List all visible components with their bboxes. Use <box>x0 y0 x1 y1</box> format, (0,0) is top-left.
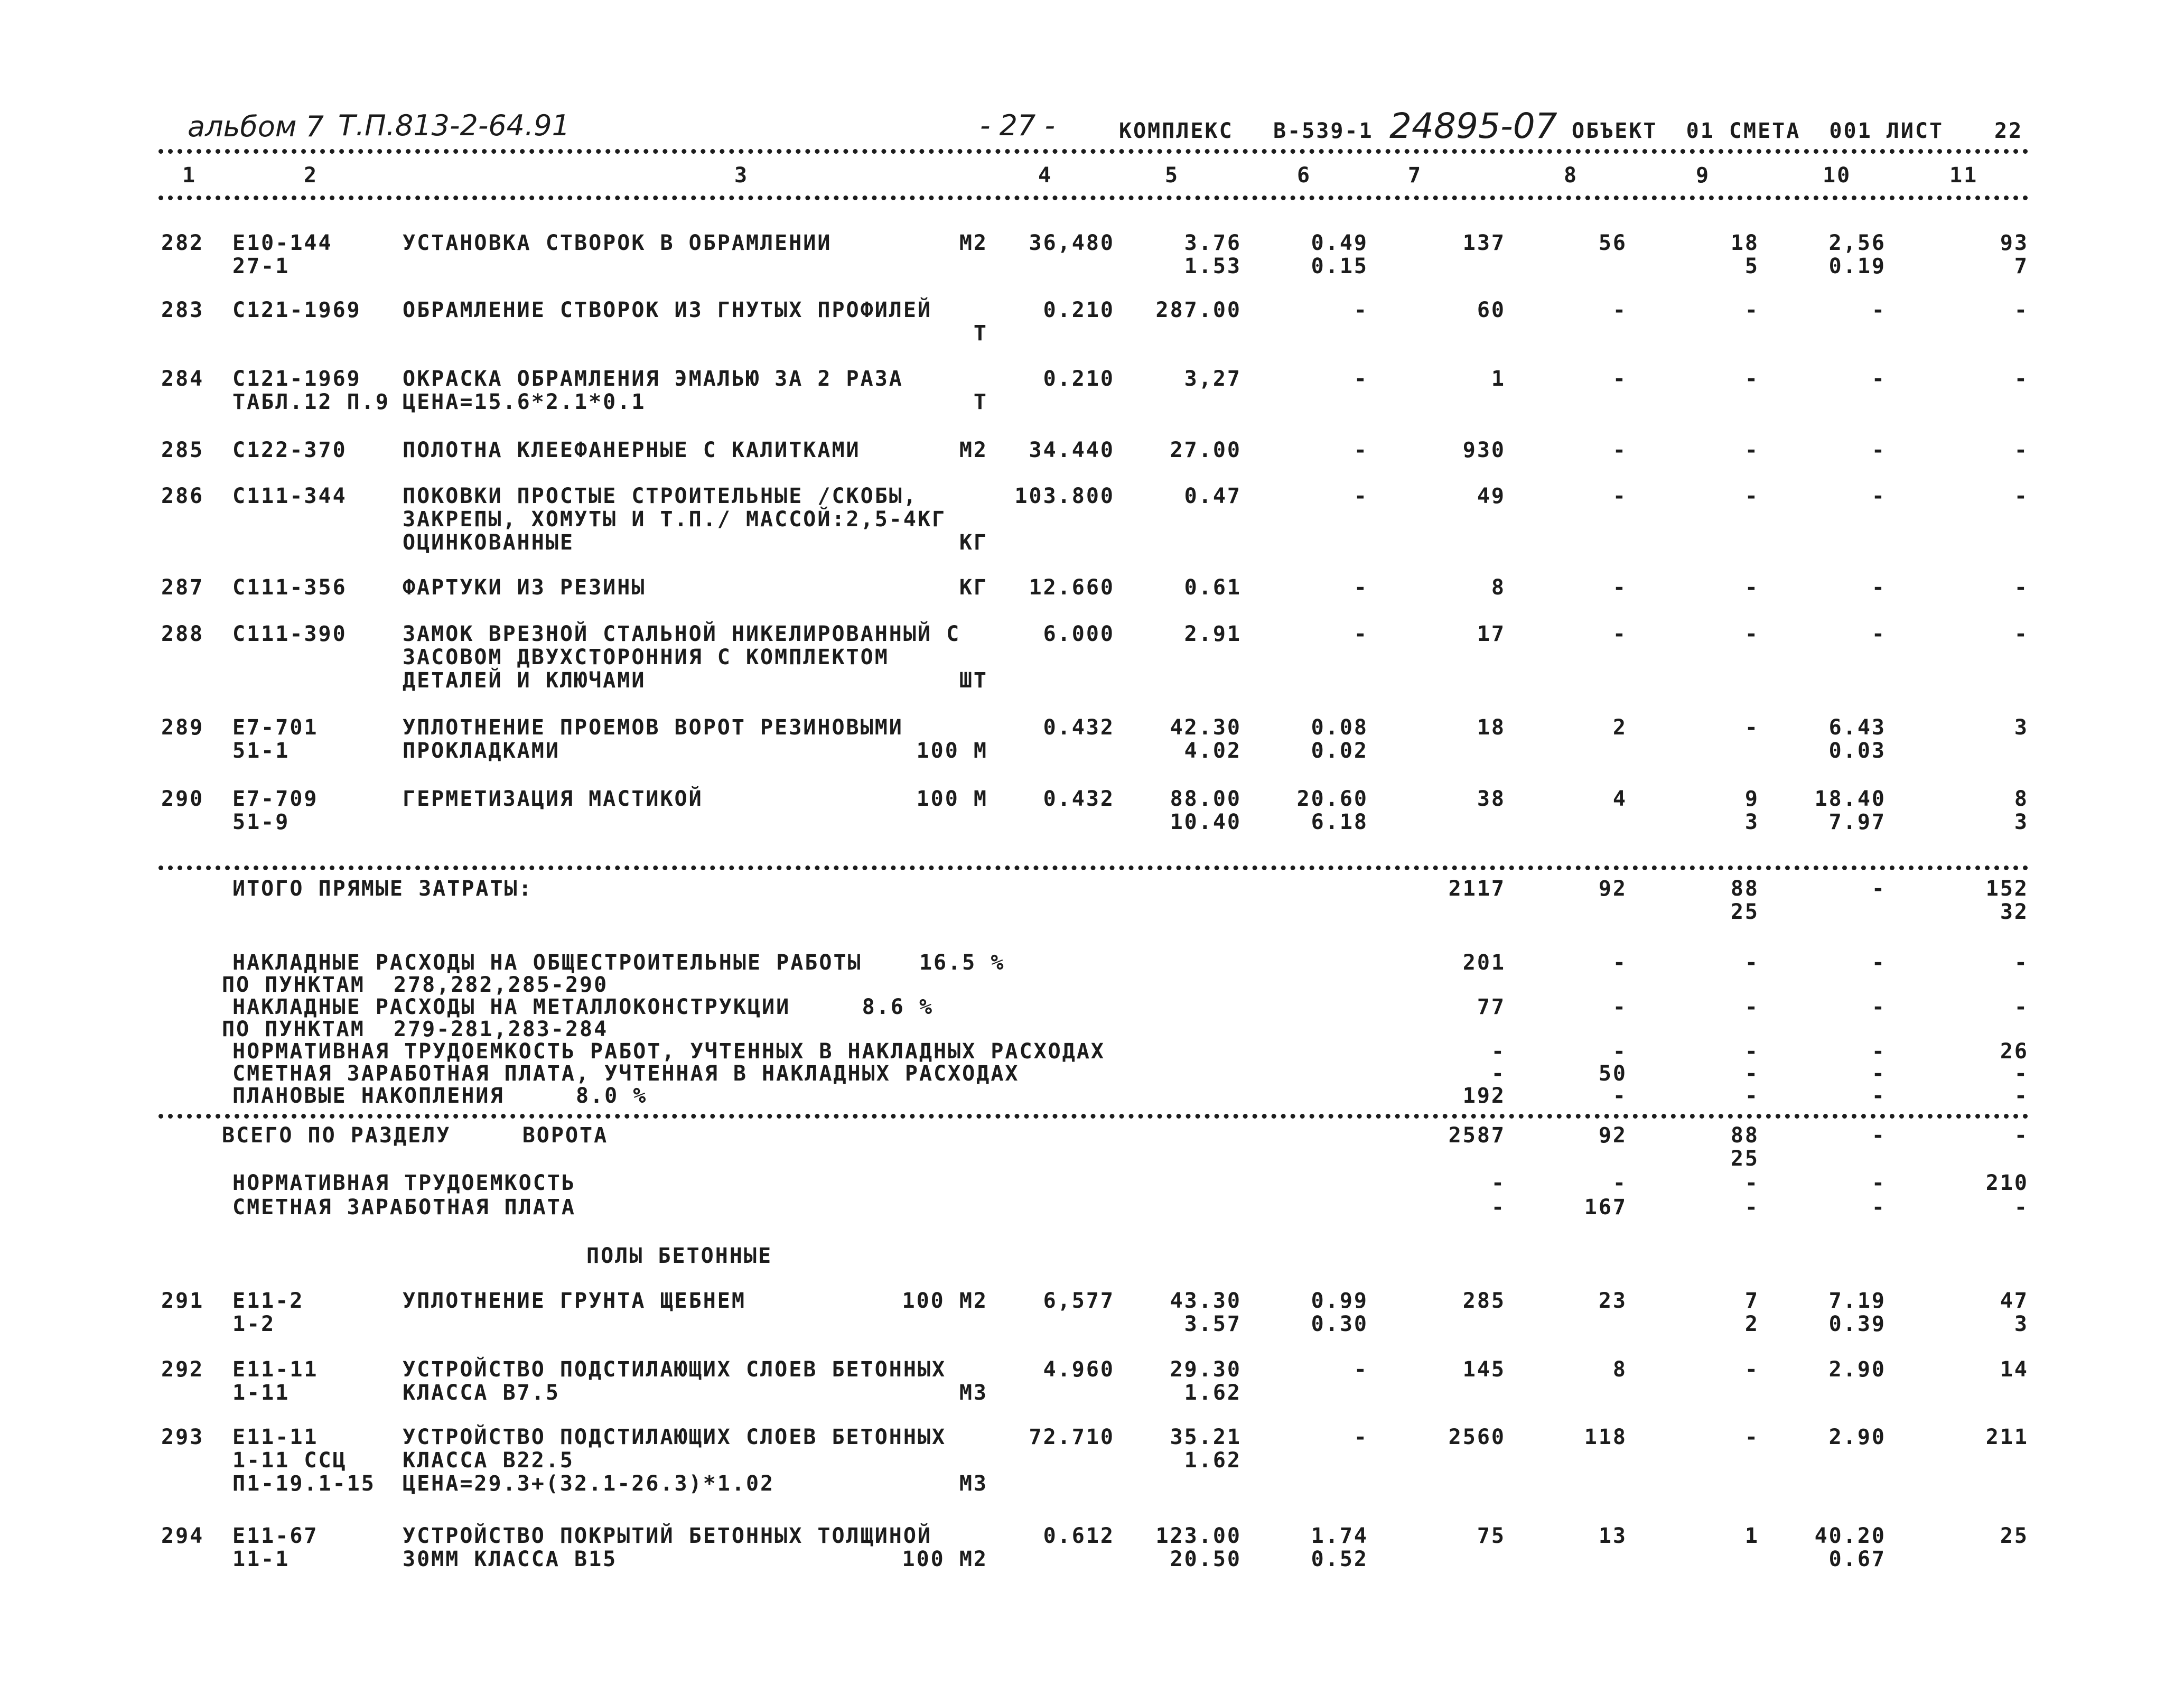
unit-cost: 4.02 <box>1184 739 1242 763</box>
unit-cost: 3.76 <box>1184 231 1242 255</box>
unit: М2 <box>959 438 988 462</box>
labour-total: 8 <box>2014 787 2029 811</box>
unit: Т <box>973 321 988 346</box>
unit-cost: 3.57 <box>1184 1312 1242 1336</box>
rate-code: 1-11 <box>232 1381 290 1405</box>
unit-cost: 0.61 <box>1184 575 1242 600</box>
row-number: 288 <box>161 622 204 646</box>
labour-total: - <box>2014 484 2029 508</box>
section-norm-value: - <box>1871 1171 1886 1195</box>
total-cost: 60 <box>1477 298 1506 322</box>
machine-total: - <box>1744 484 1759 508</box>
labour-total: 211 <box>1985 1425 2029 1449</box>
machine-total: - <box>1744 715 1759 740</box>
overhead-value: - <box>1491 1039 1506 1064</box>
section-rule <box>158 865 2029 870</box>
work-description: ПОЛОТНА КЛЕЕФАНЕРНЫЕ С КАЛИТКАМИ <box>403 438 861 462</box>
wages: 13 <box>1598 1524 1627 1548</box>
overhead-value: - <box>1491 1062 1506 1086</box>
machine-cost: - <box>1354 298 1368 322</box>
labour-unit: 0.19 <box>1828 254 1886 278</box>
wages: - <box>1612 298 1627 322</box>
header-rule-bottom <box>158 196 2029 200</box>
work-description: УСТРОЙСТВО ПОДСТИЛАЮЩИХ СЛОЕВ БЕТОННЫХ <box>403 1425 947 1449</box>
section-norm-value: 167 <box>1584 1195 1627 1219</box>
unit-cost: 1.53 <box>1184 254 1242 278</box>
total-cost: 8 <box>1491 575 1506 600</box>
overhead-value: - <box>1744 995 1759 1019</box>
column-number: 5 <box>1165 163 1180 188</box>
unit: КГ <box>959 575 988 600</box>
row-number: 283 <box>161 298 204 322</box>
quantity: 6.000 <box>1043 622 1115 646</box>
overhead-value: - <box>1871 1084 1886 1108</box>
overhead-value: - <box>1871 951 1886 975</box>
labour-total: 93 <box>2000 231 2029 255</box>
labour-unit: - <box>1871 367 1886 391</box>
work-description: ЦЕНА=15.6*2.1*0.1 <box>403 390 646 414</box>
labour-unit: 18.40 <box>1814 787 1886 811</box>
rate-code: 1-2 <box>232 1312 276 1336</box>
direct-costs-total-label: ИТОГО ПРЯМЫЕ ЗАТРАТЫ: <box>232 877 533 901</box>
work-description: ФАРТУКИ ИЗ РЕЗИНЫ <box>403 575 646 600</box>
header-rule-top <box>158 149 2029 154</box>
row-number: 289 <box>161 715 204 740</box>
overhead-line: НАКЛАДНЫЕ РАСХОДЫ НА ОБЩЕСТРОИТЕЛЬНЫЕ РАБОТЫ 16.5 % <box>232 951 1005 975</box>
quantity: 34.440 <box>1029 438 1115 462</box>
overhead-line: НАКЛАДНЫЕ РАСХОДЫ НА МЕТАЛЛОКОНСТРУКЦИИ 8.6 % <box>232 995 934 1019</box>
quantity: 6,577 <box>1043 1289 1115 1313</box>
quantity: 0.612 <box>1043 1524 1115 1548</box>
row-number: 287 <box>161 575 204 600</box>
labour-unit: 0.03 <box>1828 739 1886 763</box>
unit-cost: 287.00 <box>1155 298 1242 322</box>
overhead-value: - <box>1744 1039 1759 1064</box>
section-norm-value: - <box>1744 1171 1759 1195</box>
overhead-line: НОРМАТИВНАЯ ТРУДОЕМКОСТЬ РАБОТ, УЧТЕННЫХ В НАКЛАДНЫХ РАСХОДАХ <box>232 1039 1106 1064</box>
overhead-value: 26 <box>2000 1039 2029 1064</box>
machine-total: - <box>1744 622 1759 646</box>
labour-unit: 0.67 <box>1828 1547 1886 1571</box>
unit-cost: 42.30 <box>1170 715 1242 740</box>
machine-cost: - <box>1354 438 1368 462</box>
column-number: 6 <box>1297 163 1312 188</box>
page-number: - 27 - <box>980 109 1056 142</box>
unit: 100 М2 <box>902 1289 988 1313</box>
section-norm-value: - <box>1871 1195 1886 1219</box>
work-description: УПЛОТНЕНИЕ ГРУНТА ЩЕБНЕМ <box>403 1289 746 1313</box>
total-cost: 38 <box>1477 787 1506 811</box>
album-label: альбом 7 <box>188 110 324 143</box>
labour-total: 152 <box>1985 877 2029 901</box>
machine-cost: 20.60 <box>1296 787 1368 811</box>
quantity: 36,480 <box>1029 231 1115 255</box>
work-description: ГЕРМЕТИЗАЦИЯ МАСТИКОЙ <box>403 787 703 811</box>
unit-cost: 2.91 <box>1184 622 1242 646</box>
section-norm-value: - <box>1491 1171 1506 1195</box>
labour-total: - <box>2014 438 2029 462</box>
total-cost: 137 <box>1462 231 1506 255</box>
column-number: 4 <box>1038 163 1053 188</box>
work-description: УСТАНОВКА СТВОРОК В ОБРАМЛЕНИИ <box>403 231 832 255</box>
section-norm-value: 210 <box>1985 1171 2029 1195</box>
labour-unit: - <box>1871 298 1886 322</box>
quantity: 0.432 <box>1043 715 1115 740</box>
overhead-value: - <box>1871 1062 1886 1086</box>
labour-unit: 40.20 <box>1814 1524 1886 1548</box>
labour-total: 3 <box>2014 810 2029 834</box>
unit-cost: 29.30 <box>1170 1357 1242 1382</box>
rate-code: Е7-709 <box>232 787 319 811</box>
overhead-value: - <box>1744 1062 1759 1086</box>
labour-total: 3 <box>2014 715 2029 740</box>
work-description: ДЕТАЛЕЙ И КЛЮЧАМИ <box>403 668 646 693</box>
total-cost: 2117 <box>1448 877 1506 901</box>
labour-unit: - <box>1871 575 1886 600</box>
total-cost: 930 <box>1462 438 1506 462</box>
total-cost: 75 <box>1477 1524 1506 1548</box>
labour-total: - <box>2014 298 2029 322</box>
rate-code: Е11-11 <box>232 1357 319 1382</box>
overhead-line: ПЛАНОВЫЕ НАКОПЛЕНИЯ 8.0 % <box>232 1084 648 1108</box>
work-description: ОБРАМЛЕНИЕ СТВОРОК ИЗ ГНУТЫХ ПРОФИЛЕЙ <box>403 298 932 322</box>
wages: 118 <box>1584 1425 1627 1449</box>
overhead-line: ПО ПУНКТАМ 279-281,283-284 <box>222 1017 609 1041</box>
overhead-value: - <box>1612 995 1627 1019</box>
overhead-value: - <box>1744 1084 1759 1108</box>
labour-unit: 2,56 <box>1828 231 1886 255</box>
overhead-line: СМЕТНАЯ ЗАРАБОТНАЯ ПЛАТА, УЧТЕННАЯ В НАКЛАДНЫХ РАСХОДАХ <box>232 1062 1020 1086</box>
total-cost: 18 <box>1477 715 1506 740</box>
column-number: 9 <box>1696 163 1711 188</box>
total-cost: 2587 <box>1448 1123 1506 1148</box>
section-norm-value: - <box>1491 1195 1506 1219</box>
work-description: КЛАССА В7.5 <box>403 1381 560 1405</box>
overhead-value: - <box>1744 951 1759 975</box>
machine-total: 88 <box>1730 877 1759 901</box>
machine-total: - <box>1744 1425 1759 1449</box>
rate-code: Е10-144 <box>232 231 333 255</box>
machine-total: 9 <box>1744 787 1759 811</box>
column-number: 11 <box>1949 163 1978 188</box>
unit-cost: 88.00 <box>1170 787 1242 811</box>
section-norm-line: НОРМАТИВНАЯ ТРУДОЕМКОСТЬ <box>232 1171 576 1195</box>
labour-unit: - <box>1871 484 1886 508</box>
rate-code: П1-19.1-15 <box>232 1472 376 1496</box>
work-description: ПРОКЛАДКАМИ <box>403 739 560 763</box>
wages: - <box>1612 367 1627 391</box>
labour-total: 7 <box>2014 254 2029 278</box>
overhead-value: 77 <box>1477 995 1506 1019</box>
quantity: 0.210 <box>1043 298 1115 322</box>
labour-total: 25 <box>2000 1524 2029 1548</box>
document-number: 24895-07 <box>1389 106 1557 146</box>
total-cost: 2560 <box>1448 1425 1506 1449</box>
rate-code: С111-344 <box>232 484 347 508</box>
labour-total: - <box>2014 1123 2029 1148</box>
overhead-line: ПО ПУНКТАМ 278,282,285-290 <box>222 973 609 997</box>
overhead-value: - <box>1612 1039 1627 1064</box>
rate-code: Е11-2 <box>232 1289 304 1313</box>
rate-code: С121-1969 <box>232 298 361 322</box>
machine-cost: 0.15 <box>1311 254 1368 278</box>
labour-total: - <box>2014 367 2029 391</box>
complex-label: КОМПЛЕКС <box>1119 119 1234 143</box>
wages: - <box>1612 438 1627 462</box>
unit: 100 М <box>916 787 988 811</box>
unit: М3 <box>959 1472 988 1496</box>
section-total-label: ВСЕГО ПО РАЗДЕЛУ ВОРОТА <box>222 1123 609 1148</box>
machine-total: - <box>1744 1357 1759 1382</box>
labour-total: 14 <box>2000 1357 2029 1382</box>
labour-unit: 7.97 <box>1828 810 1886 834</box>
quantity: 0.210 <box>1043 367 1115 391</box>
row-number: 284 <box>161 367 204 391</box>
overhead-value: - <box>1612 951 1627 975</box>
machine-total: 18 <box>1730 231 1759 255</box>
wages: 4 <box>1612 787 1627 811</box>
column-number: 2 <box>304 163 319 188</box>
labour-unit: - <box>1871 877 1886 901</box>
labour-total: - <box>2014 575 2029 600</box>
machine-cost: 0.52 <box>1311 1547 1368 1571</box>
wages: 56 <box>1598 231 1627 255</box>
rate-code: 11-1 <box>232 1547 290 1571</box>
work-description: ПОКОВКИ ПРОСТЫЕ СТРОИТЕЛЬНЫЕ /СКОБЫ, <box>403 484 918 508</box>
machine-cost: 6.18 <box>1311 810 1368 834</box>
machine-cost: 0.99 <box>1311 1289 1368 1313</box>
unit: ШТ <box>959 668 988 693</box>
work-description: ЗАМОК ВРЕЗНОЙ СТАЛЬНОЙ НИКЕЛИРОВАННЫЙ С <box>403 622 961 646</box>
complex-code: В-539-1 <box>1273 119 1374 143</box>
tp-code: Т.П.813-2-64.91 <box>338 109 570 142</box>
object-estimate-label: ОБЪЕКТ 01 СМЕТА 001 ЛИСТ <box>1572 119 1944 143</box>
overhead-value: 50 <box>1598 1062 1627 1086</box>
column-number: 3 <box>734 163 749 188</box>
machine-total: 88 <box>1730 1123 1759 1148</box>
rate-code: 1-11 ССЦ <box>232 1448 347 1473</box>
wages: 8 <box>1612 1357 1627 1382</box>
machine-cost: - <box>1354 1425 1368 1449</box>
row-number: 294 <box>161 1524 204 1548</box>
machine-total: - <box>1744 367 1759 391</box>
rate-code: ТАБЛ.12 П.9 <box>232 390 390 414</box>
work-description: УСТРОЙСТВО ПОКРЫТИЙ БЕТОННЫХ ТОЛЩИНОЙ <box>403 1524 932 1548</box>
machine-cost: - <box>1354 622 1368 646</box>
machine-cost: 0.02 <box>1311 739 1368 763</box>
labour-total: 47 <box>2000 1289 2029 1313</box>
overhead-value: - <box>2014 1084 2029 1108</box>
wages: 2 <box>1612 715 1627 740</box>
machine-cost: 1.74 <box>1311 1524 1368 1548</box>
unit-cost: 1.62 <box>1184 1381 1242 1405</box>
machine-cost: - <box>1354 1357 1368 1382</box>
machine-cost: - <box>1354 367 1368 391</box>
machine-cost: - <box>1354 575 1368 600</box>
total-cost: 49 <box>1477 484 1506 508</box>
section-norm-value: - <box>2014 1195 2029 1219</box>
column-number: 10 <box>1823 163 1852 188</box>
machine-cost: 0.08 <box>1311 715 1368 740</box>
machine-total: - <box>1744 298 1759 322</box>
rate-code: С111-390 <box>232 622 347 646</box>
column-number: 7 <box>1408 163 1423 188</box>
overhead-value: - <box>2014 1062 2029 1086</box>
quantity: 72.710 <box>1029 1425 1115 1449</box>
machine-cost: 0.30 <box>1311 1312 1368 1336</box>
row-number: 285 <box>161 438 204 462</box>
rate-code: С111-356 <box>232 575 347 600</box>
overhead-value: 192 <box>1462 1084 1506 1108</box>
column-number: 1 <box>182 163 197 188</box>
overhead-value: - <box>2014 995 2029 1019</box>
unit-cost: 20.50 <box>1170 1547 1242 1571</box>
labour-total: 3 <box>2014 1312 2029 1336</box>
row-number: 292 <box>161 1357 204 1382</box>
total-cost: 1 <box>1491 367 1506 391</box>
labour-unit: - <box>1871 1123 1886 1148</box>
machine-total: 3 <box>1744 810 1759 834</box>
work-description: ЗАСОВОМ ДВУХСТОРОННИЯ С КОМПЛЕКТОМ <box>403 645 889 669</box>
unit-cost: 0.47 <box>1184 484 1242 508</box>
overhead-value: - <box>1612 1084 1627 1108</box>
work-description: ЦЕНА=29.3+(32.1-26.3)*1.02 <box>403 1472 775 1496</box>
wages: - <box>1612 484 1627 508</box>
wages: - <box>1612 575 1627 600</box>
section-norm-value: - <box>1744 1195 1759 1219</box>
machine-total: 25 <box>1730 900 1759 924</box>
machine-total: 25 <box>1730 1147 1759 1171</box>
unit-cost: 35.21 <box>1170 1425 1242 1449</box>
machine-total: - <box>1744 438 1759 462</box>
section-rule <box>158 1114 2029 1119</box>
machine-total: 5 <box>1744 254 1759 278</box>
machine-total: 7 <box>1744 1289 1759 1313</box>
rate-code: Е7-701 <box>232 715 319 740</box>
work-description: ОКРАСКА ОБРАМЛЕНИЯ ЭМАЛЬЮ ЗА 2 РАЗА <box>403 367 903 391</box>
labour-unit: 2.90 <box>1828 1425 1886 1449</box>
unit: Т <box>973 390 988 414</box>
work-description: УПЛОТНЕНИЕ ПРОЕМОВ ВОРОТ РЕЗИНОВЫМИ <box>403 715 903 740</box>
work-description: КЛАССА В22.5 <box>403 1448 574 1473</box>
wages: 92 <box>1598 877 1627 901</box>
unit: КГ <box>959 530 988 555</box>
overhead-value: - <box>2014 951 2029 975</box>
row-number: 282 <box>161 231 204 255</box>
section-norm-value: - <box>1612 1171 1627 1195</box>
rate-code: 51-9 <box>232 810 290 834</box>
unit: М2 <box>959 231 988 255</box>
section-norm-line: СМЕТНАЯ ЗАРАБОТНАЯ ПЛАТА <box>232 1195 576 1219</box>
overhead-value: - <box>1871 995 1886 1019</box>
work-description: УСТРОЙСТВО ПОДСТИЛАЮЩИХ СЛОЕВ БЕТОННЫХ <box>403 1357 947 1382</box>
total-cost: 17 <box>1477 622 1506 646</box>
labour-unit: - <box>1871 438 1886 462</box>
quantity: 103.800 <box>1014 484 1115 508</box>
labour-unit: 6.43 <box>1828 715 1886 740</box>
unit-cost: 10.40 <box>1170 810 1242 834</box>
wages: 92 <box>1598 1123 1627 1148</box>
labour-total: 32 <box>2000 900 2029 924</box>
wages: 23 <box>1598 1289 1627 1313</box>
labour-unit: 7.19 <box>1828 1289 1886 1313</box>
section-title: ПОЛЫ БЕТОННЫЕ <box>586 1244 773 1268</box>
labour-unit: - <box>1871 622 1886 646</box>
unit-cost: 3,27 <box>1184 367 1242 391</box>
unit-cost: 123.00 <box>1155 1524 1242 1548</box>
quantity: 4.960 <box>1043 1357 1115 1382</box>
row-number: 290 <box>161 787 204 811</box>
row-number: 293 <box>161 1425 204 1449</box>
labour-unit: 0.39 <box>1828 1312 1886 1336</box>
quantity: 0.432 <box>1043 787 1115 811</box>
overhead-value: - <box>1871 1039 1886 1064</box>
unit-cost: 27.00 <box>1170 438 1242 462</box>
quantity: 12.660 <box>1029 575 1115 600</box>
rate-code: 27-1 <box>232 254 290 278</box>
overhead-value: 201 <box>1462 951 1506 975</box>
sheet-number: 22 <box>1994 119 2023 143</box>
machine-total: 1 <box>1744 1524 1759 1548</box>
unit-cost: 1.62 <box>1184 1448 1242 1473</box>
rate-code: С121-1969 <box>232 367 361 391</box>
rate-code: 51-1 <box>232 739 290 763</box>
unit-cost: 43.30 <box>1170 1289 1242 1313</box>
machine-total: - <box>1744 575 1759 600</box>
rate-code: С122-370 <box>232 438 347 462</box>
total-cost: 285 <box>1462 1289 1506 1313</box>
machine-total: 2 <box>1744 1312 1759 1336</box>
total-cost: 145 <box>1462 1357 1506 1382</box>
work-description: ЗАКРЕПЫ, ХОМУТЫ И Т.П./ МАССОЙ:2,5-4КГ <box>403 507 947 532</box>
labour-total: - <box>2014 622 2029 646</box>
rate-code: Е11-11 <box>232 1425 319 1449</box>
labour-unit: 2.90 <box>1828 1357 1886 1382</box>
unit: 100 М <box>916 739 988 763</box>
row-number: 291 <box>161 1289 204 1313</box>
machine-cost: - <box>1354 484 1368 508</box>
work-description: ОЦИНКОВАННЫЕ <box>403 530 574 555</box>
column-number: 8 <box>1564 163 1579 188</box>
machine-cost: 0.49 <box>1311 231 1368 255</box>
unit: 100 М2 <box>902 1547 988 1571</box>
rate-code: Е11-67 <box>232 1524 319 1548</box>
row-number: 286 <box>161 484 204 508</box>
wages: - <box>1612 622 1627 646</box>
work-description: 30ММ КЛАССА В15 <box>403 1547 618 1571</box>
unit: М3 <box>959 1381 988 1405</box>
